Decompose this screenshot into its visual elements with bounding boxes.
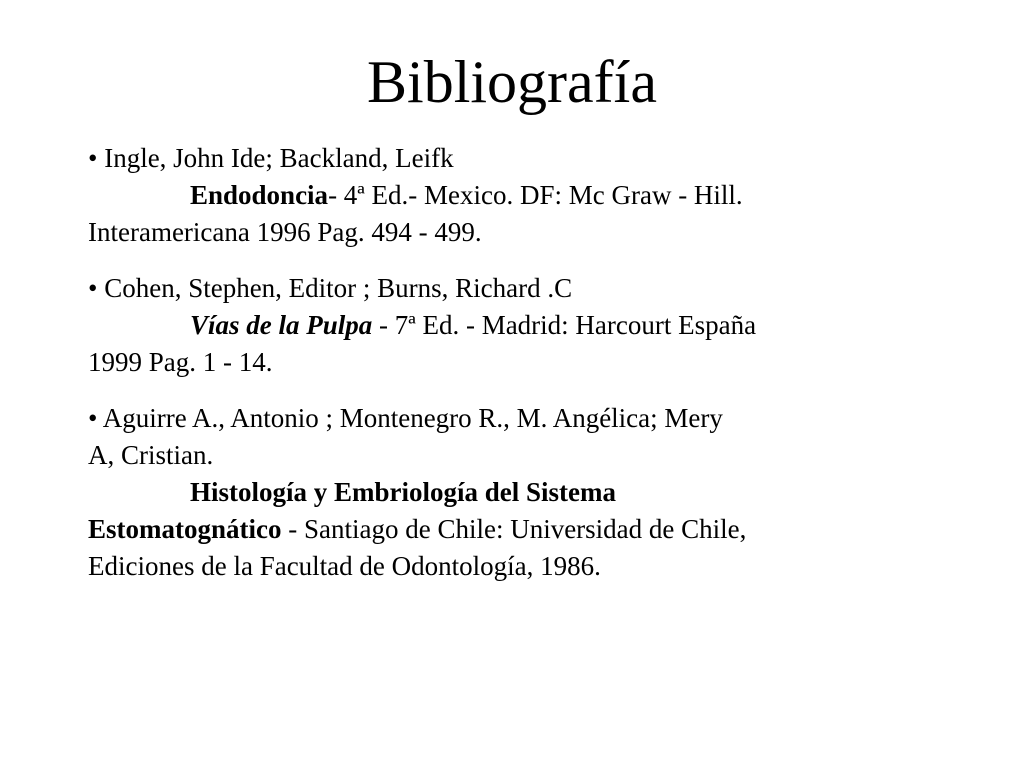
reference-authors-cont: A, Cristian. bbox=[88, 440, 214, 470]
reference-work-title: Endodoncia bbox=[190, 180, 329, 210]
reference-publication: - 4ª Ed.- Mexico. DF: Mc Graw - Hill. bbox=[328, 180, 743, 210]
reference-publication: - 7ª Ed. - Madrid: Harcourt España bbox=[372, 310, 757, 340]
reference-authors: • Cohen, Stephen, Editor ; Burns, Richard .C bbox=[88, 273, 573, 303]
reference-work-title-cont: Estomatognático bbox=[88, 514, 282, 544]
reference-item-ingle bbox=[88, 140, 938, 251]
reference-publication: - Santiago de Chile: Universidad de Chile, bbox=[281, 514, 747, 544]
reference-authors: • Aguirre A., Antonio ; Montenegro R., M. Angélica; Mery bbox=[88, 403, 723, 433]
reference-publication-cont: Ediciones de la Facultad de Odontología, 1986. bbox=[88, 551, 601, 581]
reference-publication-cont: 1999 Pag. 1 - 14. bbox=[88, 347, 273, 377]
reference-publication-cont: Interamericana 1996 Pag. 494 - 499. bbox=[88, 217, 482, 247]
reference-list bbox=[88, 140, 938, 604]
reference-item-cohen bbox=[88, 270, 938, 381]
page-title: Bibliografía bbox=[367, 49, 657, 115]
reference-authors: • Ingle, John Ide; Backland, Leifk bbox=[88, 143, 454, 173]
reference-details bbox=[88, 474, 938, 511]
reference-work-title: Vías de la Pulpa bbox=[190, 310, 373, 340]
reference-details bbox=[88, 307, 938, 344]
reference-details bbox=[88, 177, 938, 214]
reference-details-cont bbox=[88, 511, 938, 548]
reference-work-title: Histología y Embriología del Sistema bbox=[190, 477, 617, 507]
reference-item-aguirre bbox=[88, 400, 938, 585]
